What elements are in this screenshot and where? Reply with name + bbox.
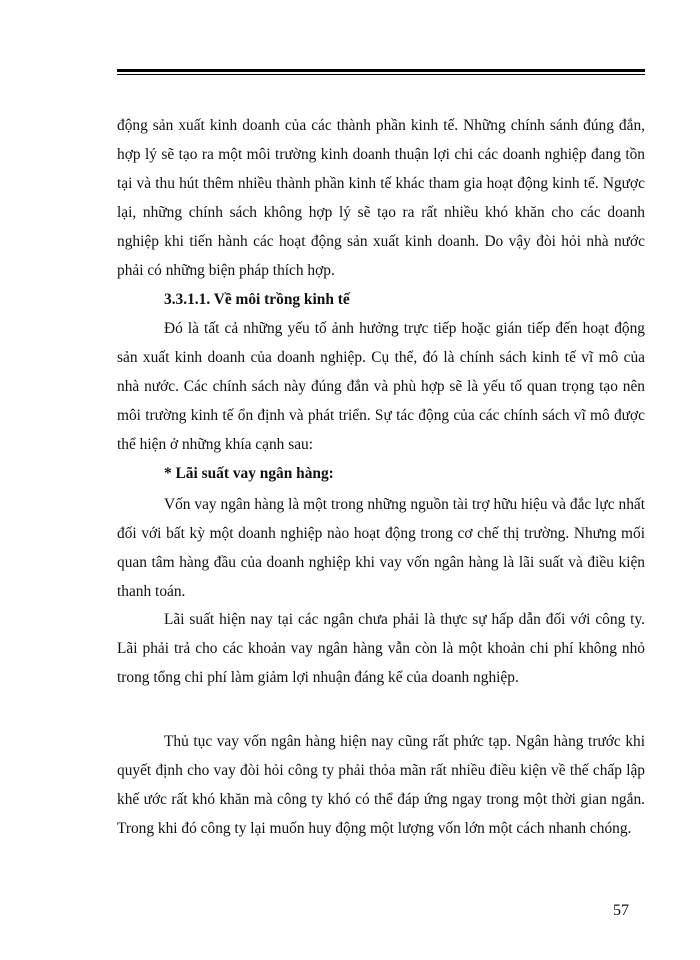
paragraph-1: động sản xuất kinh doanh của các thành phần kinh tế. Những chính sánh đúng đắn, hợp lý sẽ tạo ra một môi trường kinh doanh thuận lợi chi các doanh nghiệp đang tồn tại và thu hút thêm nhiều thành phần kinh tế khác tham gia hoạt động kinh tế. Ngược lại, những chính sách không hợp lý sẽ tạo ra rất nhiều khó khăn cho các doanh nghiệp khi tiến hành các hoạt động sản xuất kinh doanh. Do vậy đòi hỏi nhà nước phải có những biện pháp thích hợp. [117,117,645,279]
paragraph-3: Vốn vay ngân hàng là một trong những nguồn tài trợ hữu hiệu và đắc lực nhất đối với bất kỳ một doanh nghiệp nào hoạt động trong cơ chế thị trường. Nhưng mối quan tâm hàng đầu của doanh nghiệp khi vay vốn ngân hàng là lãi suất và điều kiện thanh toán. [117,496,645,600]
header-rule-thin [117,74,645,75]
paragraph-4: Lãi suất hiện nay tại các ngân chưa phải là thực sự hấp dẫn đối với công ty. Lãi phải trả cho các khoản vay ngân hàng vẫn còn là một khoản chi phí không nhỏ trong tổng chi phí làm giảm lợi nhuận đáng kể của doanh nghiệp. [117,611,645,686]
subheading-interest-rate: * Lãi suất vay ngân hàng: [164,465,334,482]
paragraph-5: Thủ tục vay vốn ngân hàng hiện nay cũng rất phức tạp. Ngân hàng trước khi quyết định cho vay đòi hỏi công ty phải thỏa mãn rất nhiều điều kiện về thế chấp lập khế ước rất khó khăn mà công ty khó có thể đáp ứng ngay trong một thời gian ngắn. Trong khi đó công ty lại muốn huy động một lượng vốn lớn một cách nhanh chóng. [117,733,645,837]
section-heading: 3.3.1.1. Về môi trồng kinh tế [164,291,350,308]
header-rule-thick [117,69,645,72]
paragraph-2: Đó là tất cả những yếu tố ảnh hưởng trực tiếp hoặc gián tiếp đến hoạt động sản xuất kinh doanh của doanh nghiệp. Cụ thể, đó là chính sách kinh tế vĩ mô của nhà nước. Các chính sách này đúng đắn và phù hợp sẽ là yếu tố quan trọng tạo nên môi trường kinh tế ổn định và phát triển. Sự tác động của các chính sách vĩ mô được thể hiện ở những khía cạnh sau: [117,320,645,453]
page-number: 57 [613,902,629,919]
